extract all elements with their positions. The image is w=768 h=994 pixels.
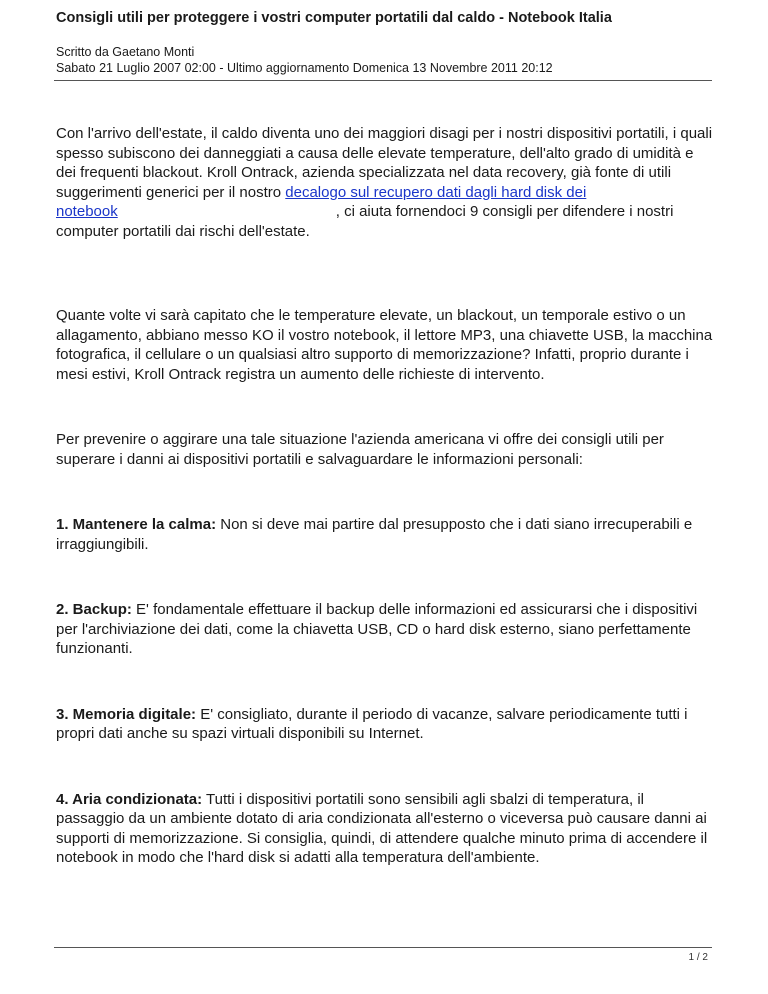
intro-text: Con l'arrivo dell'estate, il caldo diventa uno dei maggiori disagi per i nostri dispositivi portatili, i quali spesso subiscono dei danneggiati a causa delle elevate temperature, dell'alto grado di umidità e dei frequenti blackout. Kroll Ontrack, azienda specializzata nel data recovery, già fonte di utili suggerimenti generici per il nostro	[56, 125, 713, 201]
tip-1	[56, 515, 716, 554]
tip-4-title: 4. Aria condizionata:	[56, 790, 203, 808]
page-title: Consigli utili per proteggere i vostri computer portatili dal caldo - Notebook Italia	[56, 10, 612, 26]
author-line: Scritto da Gaetano Monti	[56, 45, 195, 59]
tip-2-title: 2. Backup:	[56, 601, 132, 618]
tip-3-text: E' consigliato, durante il periodo di vacanze, salvare periodicamente tutti i propri dati anche su spazi virtuali disponibili su Internet.	[56, 705, 688, 742]
tip-4-text: Tutti i dispositivi portatili sono sensibili agli sbalzi di temperatura, il passaggio da un ambiente dotato di aria condizionata all'esterno o viceversa può causare danni ai supporti di memorizzazione. Si consiglia, quindi, di attendere qualche minuto prima di accendere il notebook in modo che l'hard disk si adatti alla temperatura dell'ambiente.	[56, 790, 708, 866]
tip-3	[56, 705, 716, 744]
footer-divider	[54, 947, 712, 948]
page-number: 1 / 2	[688, 952, 708, 963]
date-line: Sabato 21 Luglio 2007 02:00 - Ultimo aggiornamento Domenica 13 Novembre 2011 20:12	[56, 61, 553, 75]
paragraph-3: Per prevenire o aggirare una tale situazione l'azienda americana vi offre dei consigli utili per superare i danni ai dispositivi portatili e salvaguardare le informazioni personali:	[56, 431, 664, 468]
decalogo-link-text-b: notebook	[56, 203, 118, 220]
intro-paragraph	[56, 124, 716, 241]
article-body	[56, 124, 716, 868]
tip-4	[56, 790, 716, 868]
header-divider	[54, 80, 712, 81]
decalogo-link-text-a: decalogo sul recupero dati dagli hard disk dei	[285, 183, 587, 201]
tip-1-text: Non si deve mai partire dal presupposto che i dati siano irrecuperabili e irraggiungibili.	[56, 516, 693, 553]
tip-2	[56, 600, 716, 659]
tip-1-title: 1. Mantenere la calma:	[56, 516, 217, 533]
tip-2-text: E' fondamentale effettuare il backup delle informazioni ed assicurarsi che i dispositivi per l'archiviazione dei dati, come la chiavetta USB, CD o hard disk esterno, siano perfettamente funzionanti.	[56, 601, 698, 657]
paragraph-2: Quante volte vi sarà capitato che le temperature elevate, un blackout, un temporale estivo o un allagamento, abbiano messo KO il vostro notebook, il lettore MP3, una chiavette USB, la macchina fotografica, il cellulare o un qualsiasi altro supporto di memorizzazione? Infatti, proprio durante i mesi estivi, Kroll Ontrack registra un aumento delle richieste di intervento.	[56, 307, 713, 383]
tip-3-title: 3. Memoria digitale:	[56, 705, 197, 723]
intro-text-end: , ci aiuta fornendoci 9 consigli per difendere i nostri computer portatili dai rischi dell'estate.	[56, 203, 674, 240]
